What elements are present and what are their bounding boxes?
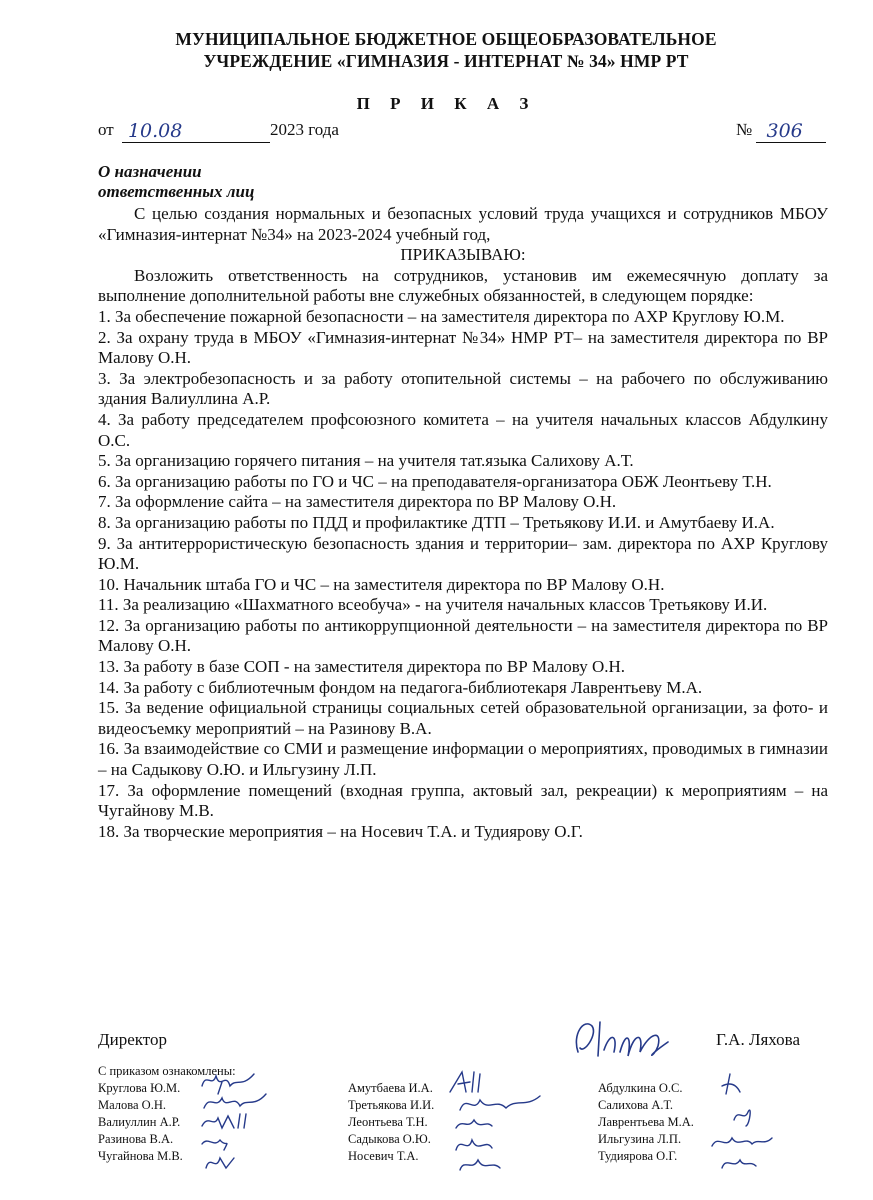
ack-name: Валиуллин А.Р.: [98, 1115, 181, 1129]
command-word: ПРИКАЗЫВАЮ:: [400, 245, 526, 265]
year-text: 2023 года: [269, 120, 339, 139]
list-item: 13. За работу в базе СОП - на заместителя директора по ВР Малову О.Н.: [98, 657, 626, 677]
ack-name: Разинова В.А.: [98, 1132, 174, 1146]
intro-paragraph: С целью создания нормальных и безопасных условий труда учащихся и сотрудников МБОУ «Гимназия-интернат №34» на 2023-2024 учебный год,: [98, 204, 828, 244]
list-item: 12. За организацию работы по антикоррупционной деятельности – на заместителя директора по ВР Малову О.Н.: [98, 615, 828, 656]
ack-signatures-col1-icon: [196, 1064, 276, 1174]
list-item: 17. За оформление помещений (входная группа, актовый зал, рекреации) к мероприятиям – на Чугайнову М.В.: [98, 780, 828, 821]
handwritten-date: 10.08: [127, 120, 183, 142]
handwritten-number: 306: [766, 120, 803, 142]
list-item: 3. За электробезопасность и за работу отопительной системы – на рабочего по обслуживанию здания Валиуллина А.Р.: [98, 368, 828, 409]
list-item: 16. За взаимодействие со СМИ и размещение информации о мероприятиях, проводимых в гимназии – на Садыкову О.Ю. и Ильгузину Л.П.: [98, 739, 828, 780]
subject-line-1: О назначении: [98, 162, 202, 181]
preamble-paragraph: Возложить ответственность на сотрудников, установив им ежемесячную доплату за выполнение дополнительной работы вне служебных обязанностей, в следующем порядке:: [98, 265, 828, 306]
signatory-name: Г.А. Ляхова: [716, 1030, 800, 1049]
director-signature-icon: [570, 1012, 680, 1064]
order-title: П Р И К А З: [356, 94, 537, 113]
list-item: 1. За обеспечение пожарной безопасности – на заместителя директора по АХР Круглову Ю.М.: [98, 306, 785, 326]
ack-name: Садыкова О.Ю.: [348, 1132, 431, 1146]
ack-name: Абдулкина О.С.: [598, 1081, 683, 1095]
list-item: 11. За реализацию «Шахматного всеобуча» - на учителя начальных классов Третьякову И.И.: [98, 595, 768, 615]
ack-signatures-col3-icon: [700, 1064, 780, 1174]
ack-name: Тудиярова О.Г.: [598, 1149, 678, 1163]
list-item: 2. За охрану труда в МБОУ «Гимназия-интернат №34» НМР РТ– на заместителя директора по ВР Малову О.Н.: [98, 327, 828, 368]
ack-name: Леонтьева Т.Н.: [348, 1115, 428, 1129]
ack-name: Амутбаева И.А.: [348, 1081, 433, 1095]
order-subject: [98, 162, 254, 202]
org-name-line-1: МУНИЦИПАЛЬНОЕ БЮДЖЕТНОЕ ОБЩЕОБРАЗОВАТЕЛЬНОЕ: [175, 29, 717, 49]
list-item: 14. За работу с библиотечным фондом на педагога-библиотекаря Лаврентьеву М.А.: [98, 677, 703, 697]
ack-name: Третьякова И.И.: [348, 1098, 435, 1112]
signatory-role: Директор: [98, 1030, 167, 1049]
list-item: 5. За организацию горячего питания – на учителя тат.языка Салихову А.Т.: [98, 451, 634, 471]
list-item: 8. За организацию работы по ПДД и профилактике ДТП – Третьякову И.И. и Амутбаеву И.А.: [98, 512, 775, 532]
ack-name: Чугайнова М.В.: [98, 1149, 183, 1163]
ack-signatures-col2-icon: [440, 1064, 550, 1174]
list-item: 4. За работу председателем профсоюзного комитета – на учителя начальных классов Абдулкину О.С.: [98, 409, 828, 450]
ack-column-3: [598, 1080, 694, 1165]
ack-name: Лаврентьева М.А.: [598, 1115, 694, 1129]
ack-name: Ильгузина Л.П.: [598, 1132, 682, 1146]
from-label: от: [98, 120, 114, 139]
number-label: №: [736, 120, 753, 139]
subject-line-2: ответственных лиц: [98, 182, 255, 201]
date-field: [122, 120, 270, 143]
org-name-line-2: УЧРЕЖДЕНИЕ «ГИМНАЗИЯ - ИНТЕРНАТ № 34» НМР РТ: [203, 51, 689, 71]
ack-name: Круглова Ю.М.: [98, 1081, 181, 1095]
order-body: [98, 204, 828, 842]
order-date-row: [98, 118, 339, 141]
list-item: 18. За творческие мероприятия – на Носевич Т.А. и Тудиярову О.Г.: [98, 821, 583, 841]
ack-column-1: [98, 1080, 183, 1165]
list-item: 6. За организацию работы по ГО и ЧС – на преподавателя-организатора ОБЖ Леонтьеву Т.Н.: [98, 471, 772, 491]
ack-column-2: [348, 1080, 434, 1165]
list-item: 9. За антитеррористическую безопасность здания и территории– зам. директора по АХР Круглову Ю.М.: [98, 533, 828, 574]
list-item: 10. Начальник штаба ГО и ЧС – на заместителя директора по ВР Малову О.Н.: [98, 574, 665, 594]
list-item: 15. За ведение официальной страницы социальных сетей образовательной организации, за фото- и видеосъемку мероприятий – на Разинову В.А.: [98, 698, 828, 738]
number-field: [756, 120, 826, 143]
acknowledgement-title: С приказом ознакомлены:: [98, 1064, 236, 1078]
ack-name: Салихова А.Т.: [598, 1098, 674, 1112]
ack-name: Носевич Т.А.: [348, 1149, 419, 1163]
order-number-row: [736, 118, 826, 141]
list-item: 7. За оформление сайта – на заместителя директора по ВР Малову О.Н.: [98, 492, 617, 512]
ack-name: Малова О.Н.: [98, 1098, 166, 1112]
